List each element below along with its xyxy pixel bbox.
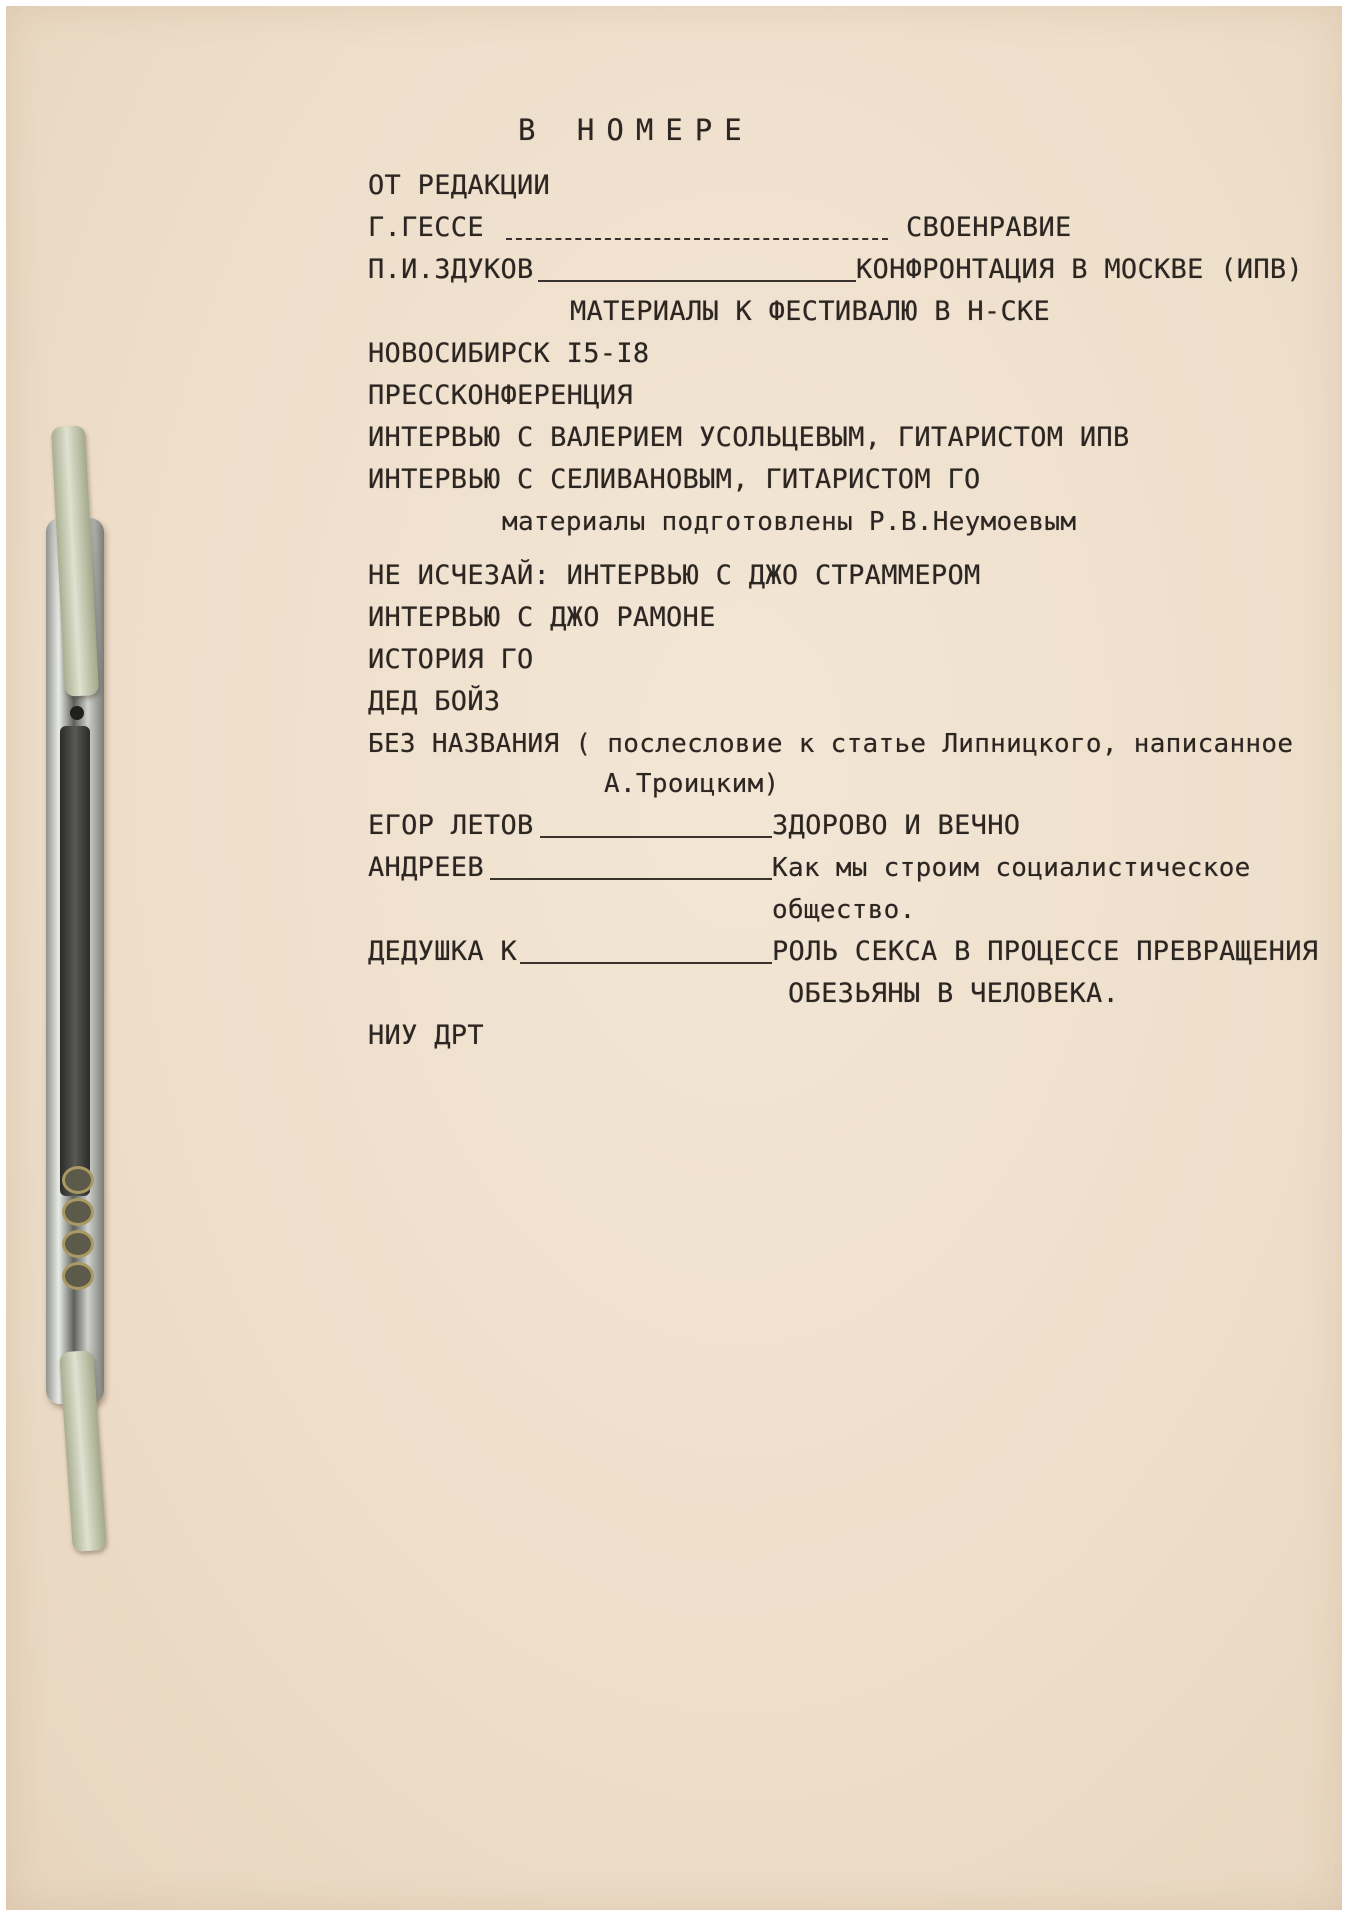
leader-line: [540, 836, 772, 838]
entry-untitled-line1: БЕЗ НАЗВАНИЯ ( послесловие к статье Липницкого, написанное: [368, 729, 1294, 759]
entry-go-history: ИСТОРИЯ ГО: [368, 644, 534, 675]
entry-press-conference: ПРЕССКОНФЕРЕНЦИЯ: [368, 380, 633, 411]
entry-niu-drt: НИУ ДРТ: [368, 1020, 484, 1051]
leader-line: [520, 962, 772, 964]
fastener-knurl: [62, 1230, 94, 1258]
entry-joey-ramone: ИНТЕРВЬЮ С ДЖО РАМОНЕ: [368, 602, 716, 633]
entry-hesse-author: Г.ГЕССЕ: [368, 212, 484, 243]
entry-letov-title: ЗДОРОВО И ВЕЧНО: [772, 810, 1021, 841]
entry-interview-selivanov: ИНТЕРВЬЮ С СЕЛИВАНОВЫМ, ГИТАРИСТОМ ГО: [368, 464, 981, 495]
fastener-knurl: [62, 1166, 94, 1194]
fastener-slot: [60, 726, 90, 1196]
leader-line: [538, 280, 856, 282]
entry-interview-usoltsev: ИНТЕРВЬЮ С ВАЛЕРИЕМ УСОЛЬЦЕВЫМ, ГИТАРИСТОМ ИПВ: [368, 422, 1130, 453]
entry-zhukov-title: КОНФРОНТАЦИЯ В МОСКВЕ (ИПВ): [856, 254, 1303, 285]
entry-prepared-by: материалы подготовлены Р.В.Неумоевым: [502, 507, 1077, 537]
leader-line: [490, 878, 772, 880]
fastener-knurl: [62, 1262, 94, 1290]
entry-untitled-line2: А.Троицким): [604, 769, 780, 799]
entry-andreev-title-line2: общество.: [772, 895, 916, 925]
document-page: [6, 6, 1342, 1910]
entry-joe-strummer: НЕ ИСЧЕЗАЙ: ИНТЕРВЬЮ С ДЖО СТРАММЕРОМ: [368, 560, 981, 591]
entry-dead-boys: ДЕД БОЙЗ: [368, 686, 501, 717]
entry-editorial: ОТ РЕДАКЦИИ: [368, 170, 551, 201]
doc-title: В НОМЕРЕ: [518, 113, 754, 147]
entry-andreev-author: АНДРЕЕВ: [368, 852, 484, 883]
entry-dedushka-author: ДЕДУШКА К: [368, 936, 517, 967]
section-festival-header: МАТЕРИАЛЫ К ФЕСТИВАЛЮ В Н-СКЕ: [570, 296, 1051, 327]
entry-letov-author: ЕГОР ЛЕТОВ: [368, 810, 534, 841]
entry-dedushka-title-line2: ОБЕЗЬЯНЫ В ЧЕЛОВЕКА.: [788, 978, 1120, 1009]
entry-dedushka-title-line1: РОЛЬ СЕКСА В ПРОЦЕССЕ ПРЕВРАЩЕНИЯ: [772, 936, 1319, 967]
fastener-knurl: [62, 1198, 94, 1226]
fastener-hole: [70, 706, 84, 720]
entry-zhukov-author: П.И.ЗДУКОВ: [368, 254, 534, 285]
entry-hesse-title: СВОЕНРАВИЕ: [906, 212, 1072, 243]
leader-line: [506, 238, 888, 240]
entry-andreev-title-line1: Как мы строим социалистическое: [772, 853, 1251, 883]
entry-novosibirsk: НОВОСИБИРСК I5-I8: [368, 338, 650, 369]
